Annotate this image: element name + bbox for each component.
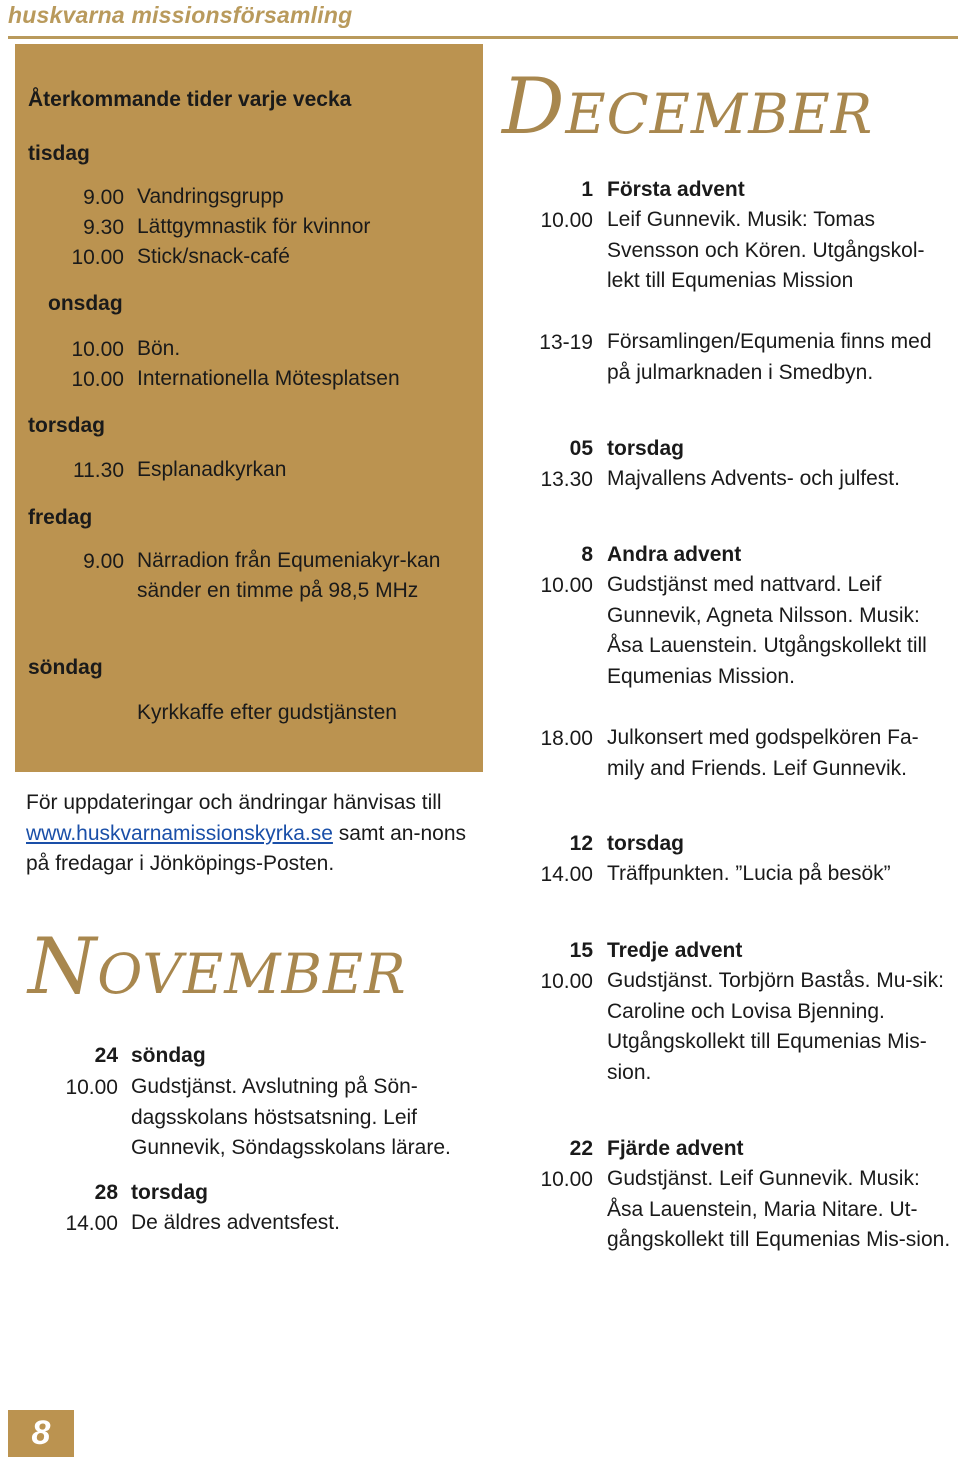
time: 10.00 (71, 338, 124, 361)
day-thursday: torsdag (28, 414, 106, 437)
event-description: Gudstjänst med nattvard. Leif Gunnevik, Agneta Nilsson. Musik: Åsa Lauenstein. Utgångskollekt till Equmenias Mission. (607, 573, 927, 688)
event-time: 13.30 (540, 468, 593, 491)
event-time: 10.00 (65, 1076, 118, 1099)
event-title: Andra advent (607, 543, 742, 566)
event-description: Gudstjänst. Leif Gunnevik. Musik: Åsa Lauenstein, Maria Nitare. Ut-gångskollekt till Equmenias Mis-sion. (607, 1167, 951, 1251)
event-date: 28 (94, 1181, 118, 1204)
day-wednesday: onsdag (48, 292, 123, 315)
event-time: 10.00 (540, 970, 593, 993)
page-number: 8 (31, 1414, 51, 1452)
header-title: huskvarna missionsförsamling (8, 2, 353, 28)
activity: Bön. (137, 337, 181, 360)
event-title: söndag (131, 1044, 206, 1067)
event-description: Gudstjänst. Torbjörn Bastås. Mu-sik: Caroline och Lovisa Bjenning. Utgångskollekt till Equmenias Mis-sion. (607, 969, 944, 1084)
activity: Lättgymnastik för kvinnor (137, 215, 371, 238)
december-title: December (502, 62, 874, 152)
activity: Vandringsgrupp (137, 185, 284, 208)
website-link[interactable]: www.huskvarnamissionskyrka.se (26, 821, 333, 845)
event-date: 1 (581, 178, 593, 201)
event-date: 05 (569, 437, 593, 460)
time: 9.30 (83, 216, 124, 239)
event-description: Julkonsert med godspelkören Fa-mily and Friends. Leif Gunnevik. (607, 726, 919, 780)
event-time: 14.00 (540, 863, 593, 886)
event-title: Fjärde advent (607, 1137, 744, 1160)
day-tuesday: tisdag (28, 142, 90, 165)
event-time: 10.00 (540, 1168, 593, 1191)
event-description: De äldres adventsfest. (131, 1211, 340, 1234)
event-time: 10.00 (540, 574, 593, 597)
recurring-heading: Återkommande tider varje vecka (28, 88, 352, 111)
time: 10.00 (71, 368, 124, 391)
day-friday: fredag (28, 506, 93, 529)
november-title: November (28, 922, 407, 1012)
event-title: torsdag (607, 437, 685, 460)
event-time: 10.00 (540, 209, 593, 232)
event-description: Gudstjänst. Avslutning på Sön-dagsskolans höstsatsning. Leif Gunnevik, Söndagsskolans lärare. (131, 1075, 451, 1159)
update-info: För uppdateringar och ändringar hänvisas till www.huskvarnamissionskyrka.se samt an-nons på fredagar i Jönköpings-Posten. (26, 791, 467, 875)
event-title: Tredje advent (607, 939, 743, 962)
event-time: 14.00 (65, 1212, 118, 1235)
activity: Stick/snack-café (137, 245, 290, 268)
event-date: 8 (581, 543, 593, 566)
event-date: 12 (569, 832, 593, 855)
event-time: 13-19 (539, 331, 593, 354)
event-description: Församlingen/Equmenia finns med på julmarknaden i Smedbyn. (607, 330, 932, 384)
event-description: Leif Gunnevik. Musik: Tomas Svensson och Kören. Utgångskol-lekt till Equmenias Mission (607, 208, 925, 292)
event-date: 24 (94, 1044, 118, 1067)
event-title: torsdag (607, 832, 685, 855)
activity: Kyrkkaffe efter gudstjänsten (137, 701, 397, 724)
event-title: torsdag (131, 1181, 209, 1204)
activity: Esplanadkyrkan (137, 458, 287, 481)
time: 9.00 (83, 550, 124, 573)
activity: Närradion från Equmeniakyr-kan sänder en timme på 98,5 MHz (137, 549, 441, 602)
event-date: 22 (569, 1137, 593, 1160)
activity: Internationella Mötesplatsen (137, 367, 400, 390)
event-title: Första advent (607, 178, 745, 201)
time: 9.00 (83, 186, 124, 209)
time: 10.00 (71, 246, 124, 269)
day-sunday: söndag (28, 656, 103, 679)
event-date: 15 (569, 939, 593, 962)
event-description: Träffpunkten. ”Lucia på besök” (607, 862, 891, 885)
event-description: Majvallens Advents- och julfest. (607, 467, 900, 490)
time: 11.30 (73, 459, 124, 482)
event-time: 18.00 (540, 727, 593, 750)
